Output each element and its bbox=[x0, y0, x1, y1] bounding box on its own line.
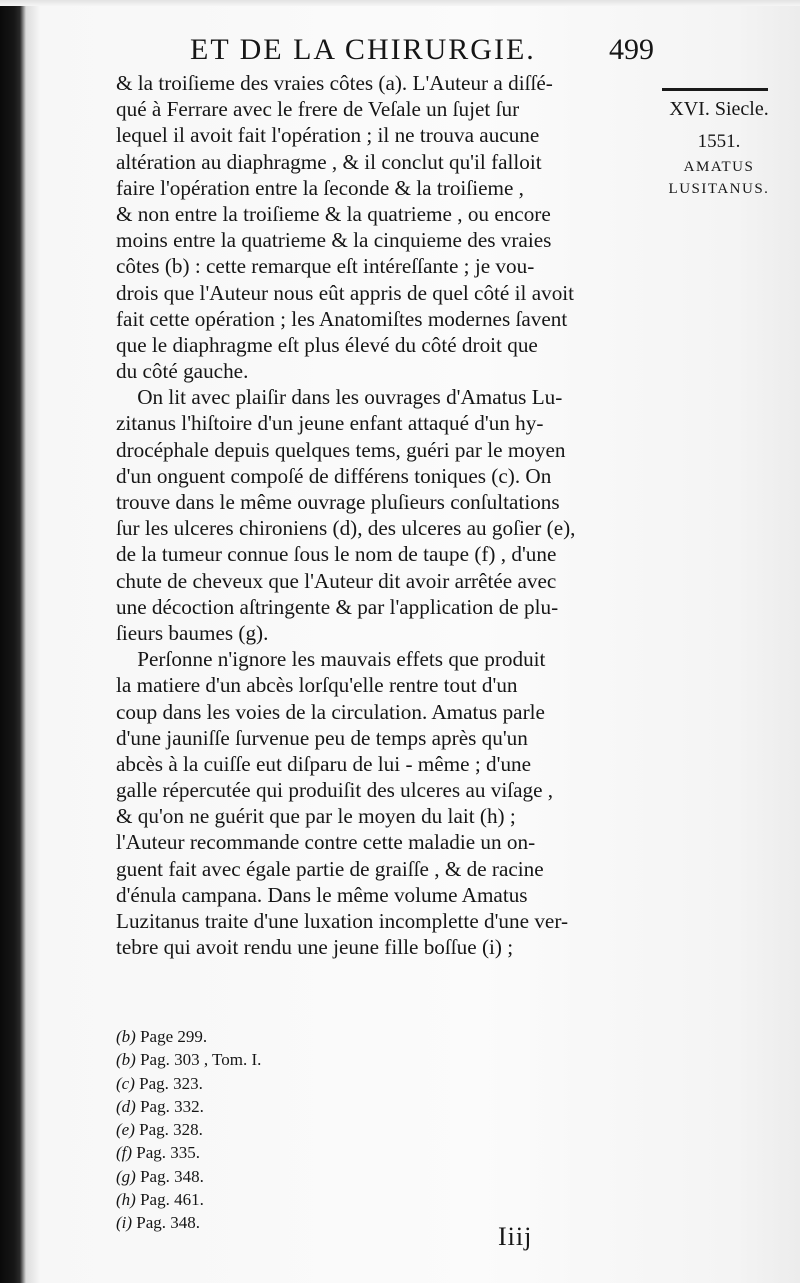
footnote-mark: (b) bbox=[116, 1027, 136, 1046]
text-line: guent fait avec égale partie de graiſſe , & de racine bbox=[116, 856, 544, 881]
text-line: & non entre la troiſieme & la quatrieme , ou encore bbox=[116, 201, 551, 226]
margin-century: XVI. Siecle. bbox=[669, 98, 769, 120]
text-line: & qu'on ne guérit que par le moyen du lait (h) ; bbox=[116, 804, 516, 829]
body-text bbox=[116, 70, 654, 960]
footnote bbox=[116, 1025, 416, 1048]
text-line: & la troiſieme des vraies côtes (a). L'Auteur a diſſé- bbox=[116, 71, 553, 95]
text-line: faire l'opération entre la ſeconde & la troiſieme , bbox=[116, 175, 524, 200]
text-line: d'un onguent compoſé de différens toniques (c). On bbox=[116, 463, 552, 488]
text-line: trouve dans le même ouvrage pluſieurs conſultations bbox=[116, 490, 560, 514]
signature-mark: Iiij bbox=[498, 1222, 533, 1251]
text-line: l'Auteur recommande contre cette maladie un on- bbox=[116, 830, 536, 855]
text-line: coup dans les voies de la circulation. Amatus parle bbox=[116, 699, 545, 724]
text-line: drocéphale depuis quelques tems, guéri par le moyen bbox=[116, 437, 566, 462]
margin-name-line-1: AMATUS bbox=[683, 159, 755, 175]
text-line: chute de cheveux que l'Auteur dit avoir arrêtée avec bbox=[116, 568, 557, 593]
footnote-mark: (i) bbox=[116, 1213, 133, 1233]
text-line: d'une jauniſſe ſurvenue peu de temps après qu'un bbox=[116, 725, 528, 750]
margin-rule bbox=[662, 88, 768, 91]
footnote-text: Pag. 348. bbox=[136, 1213, 201, 1233]
text-line: Luzitanus traite d'une luxation incomplette d'une ver- bbox=[116, 909, 569, 933]
text-line: On lit avec plaiſir dans les ouvrages d'Amatus Lu- bbox=[116, 385, 563, 410]
text-line: moins entre la quatrieme & la cinquieme des vraies bbox=[116, 228, 552, 253]
text-line: qué à Ferrare avec le frere de Veſale un ſujet ſur bbox=[116, 97, 520, 122]
footnote bbox=[116, 1095, 416, 1118]
text-line: tebre qui avoit rendu une jeune fille boſſue (i) ; bbox=[116, 935, 514, 960]
text-line: zitanus l'hiſtoire d'un jeune enfant attaqué d'un hy- bbox=[116, 411, 544, 436]
text-line: drois que l'Auteur nous eût appris de quel côté il avoit bbox=[116, 280, 575, 305]
text-line: de la tumeur connue ſous le nom de taupe (f) , d'une bbox=[116, 542, 557, 567]
footnote bbox=[116, 1072, 416, 1095]
footnote bbox=[116, 1211, 416, 1234]
footnote-mark: (g) bbox=[116, 1166, 136, 1186]
text-line: Perſonne n'ignore les mauvais effets que produit bbox=[116, 647, 546, 672]
footnote-text: Pag. 332. bbox=[140, 1096, 204, 1116]
footnote-text: Pag. 335. bbox=[136, 1143, 201, 1163]
footnote bbox=[116, 1048, 416, 1071]
text-line: fait cette opération ; les Anatomiſtes modernes ſavent bbox=[116, 306, 568, 331]
footnote-text: Pag. 323. bbox=[139, 1073, 203, 1093]
footnote-text: Pag. 348. bbox=[140, 1166, 204, 1186]
text-line: abcès à la cuiſſe eut diſparu de lui - même ; d'une bbox=[116, 751, 532, 776]
page-top-edge bbox=[0, 0, 800, 6]
footnote bbox=[116, 1165, 416, 1188]
running-title: ET DE LA CHIRURGIE. bbox=[190, 33, 536, 66]
footnote-text: Pag. 328. bbox=[139, 1120, 203, 1140]
text-line: galle répercutée qui produiſit des ulceres au viſage , bbox=[116, 778, 554, 803]
footnote-text: Pag. 303 , Tom. I. bbox=[140, 1050, 262, 1070]
text-line: d'énula campana. Dans le même volume Amatus bbox=[116, 882, 528, 907]
footnotes bbox=[116, 1025, 416, 1235]
text-line: ſur les ulceres chironiens (d), des ulceres au goſier (e), bbox=[116, 516, 576, 541]
footnote bbox=[116, 1118, 416, 1141]
footnote-mark: (d) bbox=[116, 1096, 136, 1116]
footnote bbox=[116, 1188, 416, 1211]
footnote bbox=[116, 1141, 416, 1164]
page-header bbox=[180, 30, 660, 70]
footnote-text: Page 299. bbox=[140, 1027, 208, 1046]
margin-year: 1551. bbox=[697, 131, 741, 152]
text-line: la matiere d'un abcès lorſqu'elle rentre tout d'un bbox=[116, 673, 518, 698]
text-line: que le diaphragme eſt plus élevé du côté droit que bbox=[116, 332, 538, 357]
footnote-mark: (h) bbox=[116, 1190, 136, 1210]
footnote-text: Pag. 461. bbox=[140, 1190, 204, 1210]
footnote-mark: (f) bbox=[116, 1143, 133, 1163]
text-line: altération au diaphragme , & il conclut qu'il falloit bbox=[116, 149, 542, 174]
page-number: 499 bbox=[609, 33, 654, 66]
footnote-mark: (e) bbox=[116, 1120, 135, 1140]
text-line: côtes (b) : cette remarque eſt intéreſſante ; je vou- bbox=[116, 254, 535, 279]
margin-name-line-2: LUSITANUS. bbox=[668, 181, 770, 197]
footnote-mark: (b) bbox=[116, 1050, 136, 1070]
text-line: une décoction aſtringente & par l'application de plu- bbox=[116, 594, 559, 619]
text-line: ſieurs baumes (g). bbox=[116, 620, 269, 645]
margin-note bbox=[660, 94, 778, 200]
text-line: du côté gauche. bbox=[116, 359, 249, 384]
footnote-mark: (c) bbox=[116, 1073, 135, 1093]
text-line: lequel il avoit fait l'opération ; il ne trouva aucune bbox=[116, 123, 540, 148]
